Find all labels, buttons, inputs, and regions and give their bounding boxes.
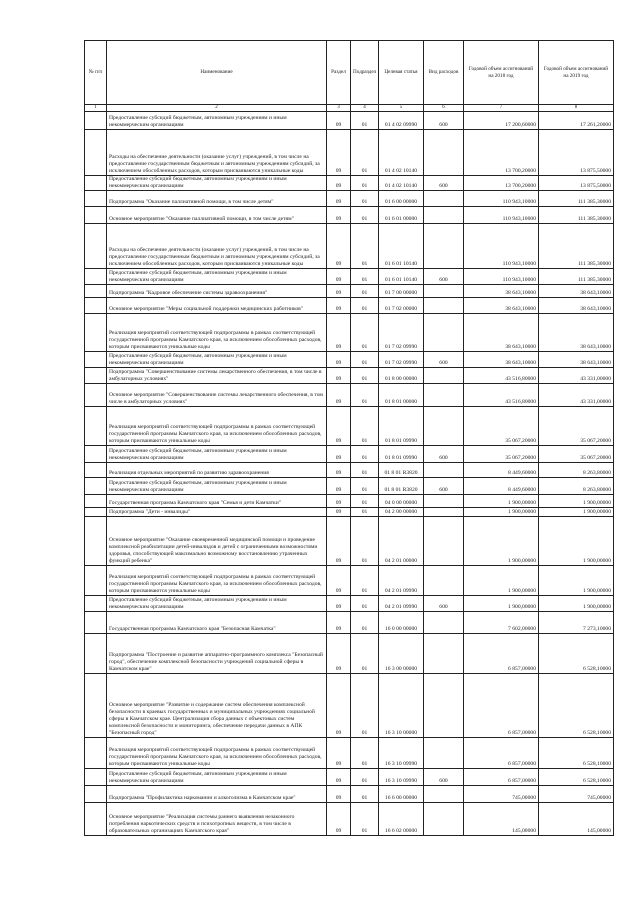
- row-target-article: 01 4 02 10140: [379, 176, 424, 191]
- row-expense-type: [424, 224, 464, 269]
- row-number: [85, 769, 107, 786]
- row-expense-type: [424, 786, 464, 803]
- row-number: [85, 566, 107, 596]
- header-target-article: Целевая статья: [379, 41, 424, 105]
- row-name: Предоставление субсидий бюджетным, автономным учреждениям и иным некоммерческим организациям: [107, 176, 327, 191]
- row-number: [85, 191, 107, 207]
- row-number: [85, 269, 107, 285]
- header-razdel: Раздел: [327, 41, 351, 105]
- row-number: [85, 176, 107, 191]
- row-name: Подпрограмма "Дети - инвалиды": [107, 508, 327, 517]
- row-number: [85, 384, 107, 407]
- row-razdel: 09: [327, 495, 351, 508]
- row-name: Предоставление субсидий бюджетным, автономным учреждениям и иным некоммерческим организациям: [107, 446, 327, 463]
- table-row: [85, 738, 614, 769]
- header-expense-type: Вид расходов: [424, 41, 464, 105]
- table-row: [85, 674, 614, 738]
- row-expense-type: [424, 314, 464, 352]
- row-razdel: 09: [327, 612, 351, 634]
- row-name: Государственная программа Камчатского края "Семья и дети Камчатки": [107, 495, 327, 508]
- row-volume-2018: 145,00000: [464, 803, 539, 836]
- row-name: Предоставление субсидий бюджетным, автономным учреждениям и иным некоммерческим организациям: [107, 352, 327, 368]
- row-volume-2018: 6 857,00000: [464, 634, 539, 674]
- table-row: [85, 478, 614, 495]
- row-volume-2018: 6 857,00000: [464, 674, 539, 738]
- row-volume-2019: 1 900,00000: [539, 566, 614, 596]
- col-number: 5: [379, 105, 424, 112]
- row-razdel: 09: [327, 517, 351, 566]
- row-expense-type: [424, 384, 464, 407]
- row-razdel: 09: [327, 176, 351, 191]
- row-razdel: 09: [327, 508, 351, 517]
- table-row: [85, 112, 614, 130]
- budget-table-container: [84, 40, 613, 836]
- header-row: [85, 41, 614, 105]
- row-podrazdel: 01: [351, 176, 379, 191]
- row-volume-2018: 1 900,00000: [464, 596, 539, 612]
- row-target-article: 16 3 00 00000: [379, 634, 424, 674]
- row-number: [85, 517, 107, 566]
- row-volume-2019: 35 067,20000: [539, 407, 614, 446]
- row-podrazdel: 01: [351, 803, 379, 836]
- row-volume-2018: 6 857,00000: [464, 738, 539, 769]
- row-volume-2019: 7 273,10000: [539, 612, 614, 634]
- row-volume-2018: 35 067,20000: [464, 407, 539, 446]
- row-podrazdel: 01: [351, 191, 379, 207]
- row-number: [85, 130, 107, 176]
- row-name: Основное мероприятие "Совершенствование системы лекарственного обеспечения, в том числе в амбулаторных условиях": [107, 384, 327, 407]
- row-volume-2019: 1 900,00000: [539, 596, 614, 612]
- row-razdel: 09: [327, 407, 351, 446]
- row-volume-2018: 38 643,10000: [464, 314, 539, 352]
- row-expense-type: [424, 674, 464, 738]
- row-number: [85, 495, 107, 508]
- column-number-row: [85, 105, 614, 112]
- row-volume-2019: 745,00000: [539, 786, 614, 803]
- col-number: 2: [107, 105, 327, 112]
- row-razdel: 09: [327, 566, 351, 596]
- row-number: [85, 368, 107, 384]
- row-volume-2018: 43 516,80000: [464, 368, 539, 384]
- row-target-article: 01 6 01 10140: [379, 269, 424, 285]
- table-row: [85, 298, 614, 314]
- row-target-article: 01 7 02 09990: [379, 314, 424, 352]
- row-podrazdel: 01: [351, 517, 379, 566]
- row-volume-2019: 111 385,30000: [539, 269, 614, 285]
- row-razdel: 09: [327, 298, 351, 314]
- table-row: [85, 508, 614, 517]
- row-name: Реализация мероприятий соответствующей подпрограммы в рамках соответствующей государственной программы Камчатского края, за исключением обособленных расходов, которым присваиваются уникальные коды: [107, 566, 327, 596]
- row-razdel: 09: [327, 269, 351, 285]
- col-number: 6: [424, 105, 464, 112]
- table-row: [85, 269, 614, 285]
- row-podrazdel: 01: [351, 634, 379, 674]
- row-razdel: 09: [327, 384, 351, 407]
- row-razdel: 09: [327, 674, 351, 738]
- table-row: [85, 803, 614, 836]
- row-razdel: 09: [327, 596, 351, 612]
- row-volume-2018: 1 900,00000: [464, 566, 539, 596]
- row-volume-2018: 110 943,10000: [464, 224, 539, 269]
- row-expense-type: [424, 495, 464, 508]
- row-expense-type: 600: [424, 478, 464, 495]
- row-name: Реализация мероприятий соответствующей подпрограммы в рамках соответствующей государственной программы Камчатского края, за исключением обособленных расходов, которым присваиваются уникальные коды: [107, 407, 327, 446]
- row-podrazdel: 01: [351, 674, 379, 738]
- row-volume-2018: 38 643,10000: [464, 298, 539, 314]
- row-volume-2019: 43 331,00000: [539, 384, 614, 407]
- row-volume-2019: 35 067,20000: [539, 446, 614, 463]
- row-volume-2018: 745,00000: [464, 786, 539, 803]
- row-razdel: 09: [327, 368, 351, 384]
- row-name: Предоставление субсидий бюджетным, автономным учреждениям и иным некоммерческим организациям: [107, 478, 327, 495]
- row-number: [85, 463, 107, 478]
- row-name: Подпрограмма "Совершенствование системы лекарственного обеспечения, в том числе в амбулаторных условиях": [107, 368, 327, 384]
- row-volume-2018: 1 900,00000: [464, 517, 539, 566]
- row-target-article: 01 4 02 10140: [379, 130, 424, 176]
- row-target-article: 01 7 02 09990: [379, 352, 424, 368]
- row-target-article: 01 6 01 00000: [379, 207, 424, 224]
- row-podrazdel: 01: [351, 130, 379, 176]
- row-podrazdel: 01: [351, 508, 379, 517]
- table-row: [85, 314, 614, 352]
- row-razdel: 09: [327, 130, 351, 176]
- row-expense-type: [424, 130, 464, 176]
- row-name: Предоставление субсидий бюджетным, автономным учреждениям и иным некоммерческим организациям: [107, 769, 327, 786]
- row-volume-2019: 38 643,10000: [539, 352, 614, 368]
- row-volume-2018: 13 700,20000: [464, 176, 539, 191]
- header-volume-2018: Годовой объем ассигнований на 2018 год: [464, 41, 539, 105]
- row-volume-2018: 8 449,60000: [464, 463, 539, 478]
- header-num: № п/п: [85, 41, 107, 105]
- row-target-article: 01 6 00 00000: [379, 191, 424, 207]
- row-name: Основное мероприятие "Развитие и содержание систем обеспечения комплексной безопасности в краевых государственных и муниципальных учреждениях социальной сферы в Камчатском крае. Централизация сбора данных с объектовых систем комплексной безопасности и мониторинга, обеспечение передачи данных в АПК "Безопасный город": [107, 674, 327, 738]
- row-expense-type: [424, 634, 464, 674]
- row-podrazdel: 01: [351, 495, 379, 508]
- row-number: [85, 508, 107, 517]
- row-target-article: 01 8 01 09990: [379, 407, 424, 446]
- table-row: [85, 207, 614, 224]
- row-target-article: 16 6 02 00000: [379, 803, 424, 836]
- row-podrazdel: 01: [351, 352, 379, 368]
- table-row: [85, 769, 614, 786]
- row-expense-type: [424, 285, 464, 298]
- row-razdel: 09: [327, 738, 351, 769]
- col-number: 7: [464, 105, 539, 112]
- row-number: [85, 478, 107, 495]
- row-expense-type: 600: [424, 352, 464, 368]
- row-expense-type: 600: [424, 596, 464, 612]
- row-expense-type: 600: [424, 269, 464, 285]
- row-expense-type: 600: [424, 446, 464, 463]
- row-volume-2018: 17 200,60000: [464, 112, 539, 130]
- row-volume-2019: 111 385,30000: [539, 191, 614, 207]
- row-podrazdel: 01: [351, 298, 379, 314]
- row-volume-2019: 17 261,20000: [539, 112, 614, 130]
- row-name: Подпрограмма "Оказание паллиативной помощи, в том числе детям": [107, 191, 327, 207]
- row-number: [85, 446, 107, 463]
- row-name: Предоставление субсидий бюджетным, автономным учреждениям и иным некоммерческим организациям: [107, 269, 327, 285]
- table-row: [85, 130, 614, 176]
- row-name: Государственная программа Камчатского края "Безопасная Камчатка": [107, 612, 327, 634]
- row-volume-2018: 7 602,00000: [464, 612, 539, 634]
- row-name: Основное мероприятие "Меры социальной поддержки медицинских работников": [107, 298, 327, 314]
- row-target-article: 04 0 00 00000: [379, 495, 424, 508]
- row-razdel: 09: [327, 463, 351, 478]
- table-row: [85, 634, 614, 674]
- row-podrazdel: 01: [351, 368, 379, 384]
- row-expense-type: [424, 738, 464, 769]
- row-volume-2018: 110 943,10000: [464, 191, 539, 207]
- row-podrazdel: 01: [351, 612, 379, 634]
- row-expense-type: 600: [424, 176, 464, 191]
- row-volume-2019: 38 643,10000: [539, 285, 614, 298]
- row-target-article: 16 3 10 00000: [379, 674, 424, 738]
- row-volume-2018: 1 900,00000: [464, 508, 539, 517]
- row-volume-2018: 8 449,60000: [464, 478, 539, 495]
- row-podrazdel: 01: [351, 446, 379, 463]
- row-podrazdel: 01: [351, 738, 379, 769]
- row-podrazdel: 01: [351, 769, 379, 786]
- row-target-article: 16 6 00 00000: [379, 786, 424, 803]
- row-number: [85, 224, 107, 269]
- row-target-article: 16 0 00 00000: [379, 612, 424, 634]
- row-name: Подпрограмма "Кадровое обеспечение системы здравоохранения": [107, 285, 327, 298]
- row-volume-2019: 6 528,10000: [539, 769, 614, 786]
- row-expense-type: [424, 207, 464, 224]
- row-razdel: 09: [327, 285, 351, 298]
- row-podrazdel: 01: [351, 407, 379, 446]
- row-volume-2018: 38 643,10000: [464, 285, 539, 298]
- row-target-article: 01 4 02 09990: [379, 112, 424, 130]
- row-target-article: 04 2 01 09990: [379, 596, 424, 612]
- table-row: [85, 352, 614, 368]
- row-number: [85, 207, 107, 224]
- row-target-article: 16 3 10 09990: [379, 738, 424, 769]
- row-target-article: 16 3 10 09990: [379, 769, 424, 786]
- row-expense-type: [424, 566, 464, 596]
- row-target-article: 01 8 01 00000: [379, 384, 424, 407]
- header-volume-2019: Годовой объем ассигнований на 2019 год: [539, 41, 614, 105]
- row-podrazdel: 01: [351, 384, 379, 407]
- budget-table: [84, 40, 614, 836]
- row-podrazdel: 01: [351, 112, 379, 130]
- row-razdel: 09: [327, 769, 351, 786]
- row-volume-2019: 8 263,80000: [539, 463, 614, 478]
- row-volume-2019: 1 900,00000: [539, 508, 614, 517]
- row-target-article: 01 8 01 R3820: [379, 463, 424, 478]
- row-volume-2018: 35 067,20000: [464, 446, 539, 463]
- row-expense-type: 600: [424, 112, 464, 130]
- row-podrazdel: 01: [351, 478, 379, 495]
- table-row: [85, 596, 614, 612]
- row-volume-2019: 13 875,50000: [539, 176, 614, 191]
- row-volume-2019: 111 385,30000: [539, 224, 614, 269]
- row-volume-2019: 6 528,10000: [539, 674, 614, 738]
- row-target-article: 01 8 01 R3820: [379, 478, 424, 495]
- row-target-article: 01 6 01 10140: [379, 224, 424, 269]
- row-razdel: 09: [327, 191, 351, 207]
- row-podrazdel: 01: [351, 786, 379, 803]
- table-row: [85, 566, 614, 596]
- row-expense-type: [424, 191, 464, 207]
- row-podrazdel: 01: [351, 285, 379, 298]
- row-volume-2018: 43 516,80000: [464, 384, 539, 407]
- row-expense-type: [424, 407, 464, 446]
- row-expense-type: [424, 463, 464, 478]
- col-number: 8: [539, 105, 614, 112]
- row-target-article: 01 8 01 09990: [379, 446, 424, 463]
- row-volume-2019: 13 875,50000: [539, 130, 614, 176]
- row-volume-2019: 38 643,10000: [539, 314, 614, 352]
- row-razdel: 09: [327, 446, 351, 463]
- row-razdel: 09: [327, 786, 351, 803]
- row-razdel: 09: [327, 803, 351, 836]
- row-volume-2019: 145,00000: [539, 803, 614, 836]
- row-expense-type: [424, 368, 464, 384]
- header-name: Наименование: [107, 41, 327, 105]
- table-row: [85, 176, 614, 191]
- row-volume-2019: 38 643,10000: [539, 298, 614, 314]
- row-name: Основное мероприятие "Оказание своевременной медицинской помощи и проведение комплексной реабилитации детей-инвалидов и детей с ограниченными возможностями здоровья, способствующей максимально возможному восстановлению утраченных функций ребенка": [107, 517, 327, 566]
- row-number: [85, 112, 107, 130]
- row-razdel: 09: [327, 207, 351, 224]
- row-name: Реализация мероприятий соответствующей подпрограммы в рамках соответствующей государственной программы Камчатского края, за исключением обособленных расходов, которым присваиваются уникальные коды: [107, 738, 327, 769]
- table-row: [85, 612, 614, 634]
- row-number: [85, 786, 107, 803]
- table-row: [85, 517, 614, 566]
- row-target-article: 04 2 01 09990: [379, 566, 424, 596]
- table-row: [85, 384, 614, 407]
- row-razdel: 09: [327, 634, 351, 674]
- row-volume-2018: 38 643,10000: [464, 352, 539, 368]
- row-number: [85, 803, 107, 836]
- table-row: [85, 224, 614, 269]
- row-volume-2018: 1 900,00000: [464, 495, 539, 508]
- row-volume-2018: 110 943,10000: [464, 207, 539, 224]
- table-row: [85, 407, 614, 446]
- row-name: Предоставление субсидий бюджетным, автономным учреждениям и иным некоммерческим организациям: [107, 112, 327, 130]
- row-target-article: 01 7 00 00000: [379, 285, 424, 298]
- row-number: [85, 314, 107, 352]
- row-volume-2018: 13 700,20000: [464, 130, 539, 176]
- row-number: [85, 352, 107, 368]
- row-podrazdel: 01: [351, 566, 379, 596]
- row-podrazdel: 01: [351, 269, 379, 285]
- row-volume-2018: 6 857,00000: [464, 769, 539, 786]
- row-number: [85, 407, 107, 446]
- table-row: [85, 368, 614, 384]
- row-expense-type: [424, 508, 464, 517]
- row-name: Предоставление субсидий бюджетным, автономным учреждениям и иным некоммерческим организациям: [107, 596, 327, 612]
- row-expense-type: [424, 803, 464, 836]
- row-expense-type: 600: [424, 769, 464, 786]
- col-number: 4: [351, 105, 379, 112]
- table-row: [85, 285, 614, 298]
- row-target-article: 01 8 00 00000: [379, 368, 424, 384]
- row-podrazdel: 01: [351, 463, 379, 478]
- row-number: [85, 285, 107, 298]
- table-body: [85, 112, 614, 836]
- row-name: Подпрограмма "Построение и развитие аппаратно-программного комплекса "Безопасный город", обеспечение комплексной безопасности учреждений социальной сферы в Камчатском крае": [107, 634, 327, 674]
- table-row: [85, 191, 614, 207]
- row-razdel: 09: [327, 314, 351, 352]
- row-name: Реализация отдельных мероприятий по развитию здравоохранения: [107, 463, 327, 478]
- row-number: [85, 738, 107, 769]
- row-podrazdel: 01: [351, 207, 379, 224]
- row-expense-type: [424, 298, 464, 314]
- header-podrazdel: Подраздел: [351, 41, 379, 105]
- table-row: [85, 495, 614, 508]
- row-volume-2018: 110 943,10000: [464, 269, 539, 285]
- row-expense-type: [424, 612, 464, 634]
- row-name: Подпрограмма "Профилактика наркомании и алкоголизма в Камчатском крае": [107, 786, 327, 803]
- table-row: [85, 786, 614, 803]
- row-razdel: 09: [327, 112, 351, 130]
- col-number: 1: [85, 105, 107, 112]
- row-name: Реализация мероприятий соответствующей подпрограммы в рамках соответствующей государственной программы Камчатского края, за исключением обособленных расходов, которым присваиваются уникальные коды: [107, 314, 327, 352]
- row-volume-2019: 8 263,80000: [539, 478, 614, 495]
- row-name: Расходы на обеспечение деятельности (оказание услуг) учреждений, в том числе на предоставление государственным бюджетным и автономным учреждениям субсидий, за исключением обособленных расходов, которым присваиваются уникальные коды: [107, 224, 327, 269]
- row-number: [85, 612, 107, 634]
- table-row: [85, 463, 614, 478]
- row-razdel: 09: [327, 478, 351, 495]
- row-volume-2019: 6 528,10000: [539, 738, 614, 769]
- row-podrazdel: 01: [351, 224, 379, 269]
- row-volume-2019: 43 331,00000: [539, 368, 614, 384]
- row-razdel: 09: [327, 352, 351, 368]
- row-number: [85, 596, 107, 612]
- table-row: [85, 446, 614, 463]
- row-name: Расходы на обеспечение деятельности (оказание услуг) учреждений, в том числе на предоставление государственным бюджетным и автономным учреждениям субсидий, за исключением обособленных расходов, которым присваиваются уникальные коды: [107, 130, 327, 176]
- row-volume-2019: 6 528,10000: [539, 634, 614, 674]
- row-podrazdel: 01: [351, 314, 379, 352]
- row-razdel: 09: [327, 224, 351, 269]
- row-target-article: 04 2 00 00000: [379, 508, 424, 517]
- row-number: [85, 298, 107, 314]
- row-expense-type: [424, 517, 464, 566]
- row-volume-2019: 1 900,00000: [539, 517, 614, 566]
- row-name: Основное мероприятие "Реализация системы раннего выявления незаконного потребления наркотических средств и психотропных веществ, в том числе в образовательных организациях Камчатского края": [107, 803, 327, 836]
- row-target-article: 04 2 01 00000: [379, 517, 424, 566]
- row-name: Основное мероприятие "Оказание паллиативной помощи, в том числе детям": [107, 207, 327, 224]
- row-number: [85, 674, 107, 738]
- row-podrazdel: 01: [351, 596, 379, 612]
- row-target-article: 01 7 02 00000: [379, 298, 424, 314]
- row-volume-2019: 111 385,30000: [539, 207, 614, 224]
- row-number: [85, 634, 107, 674]
- row-volume-2019: 1 900,00000: [539, 495, 614, 508]
- col-number: 3: [327, 105, 351, 112]
